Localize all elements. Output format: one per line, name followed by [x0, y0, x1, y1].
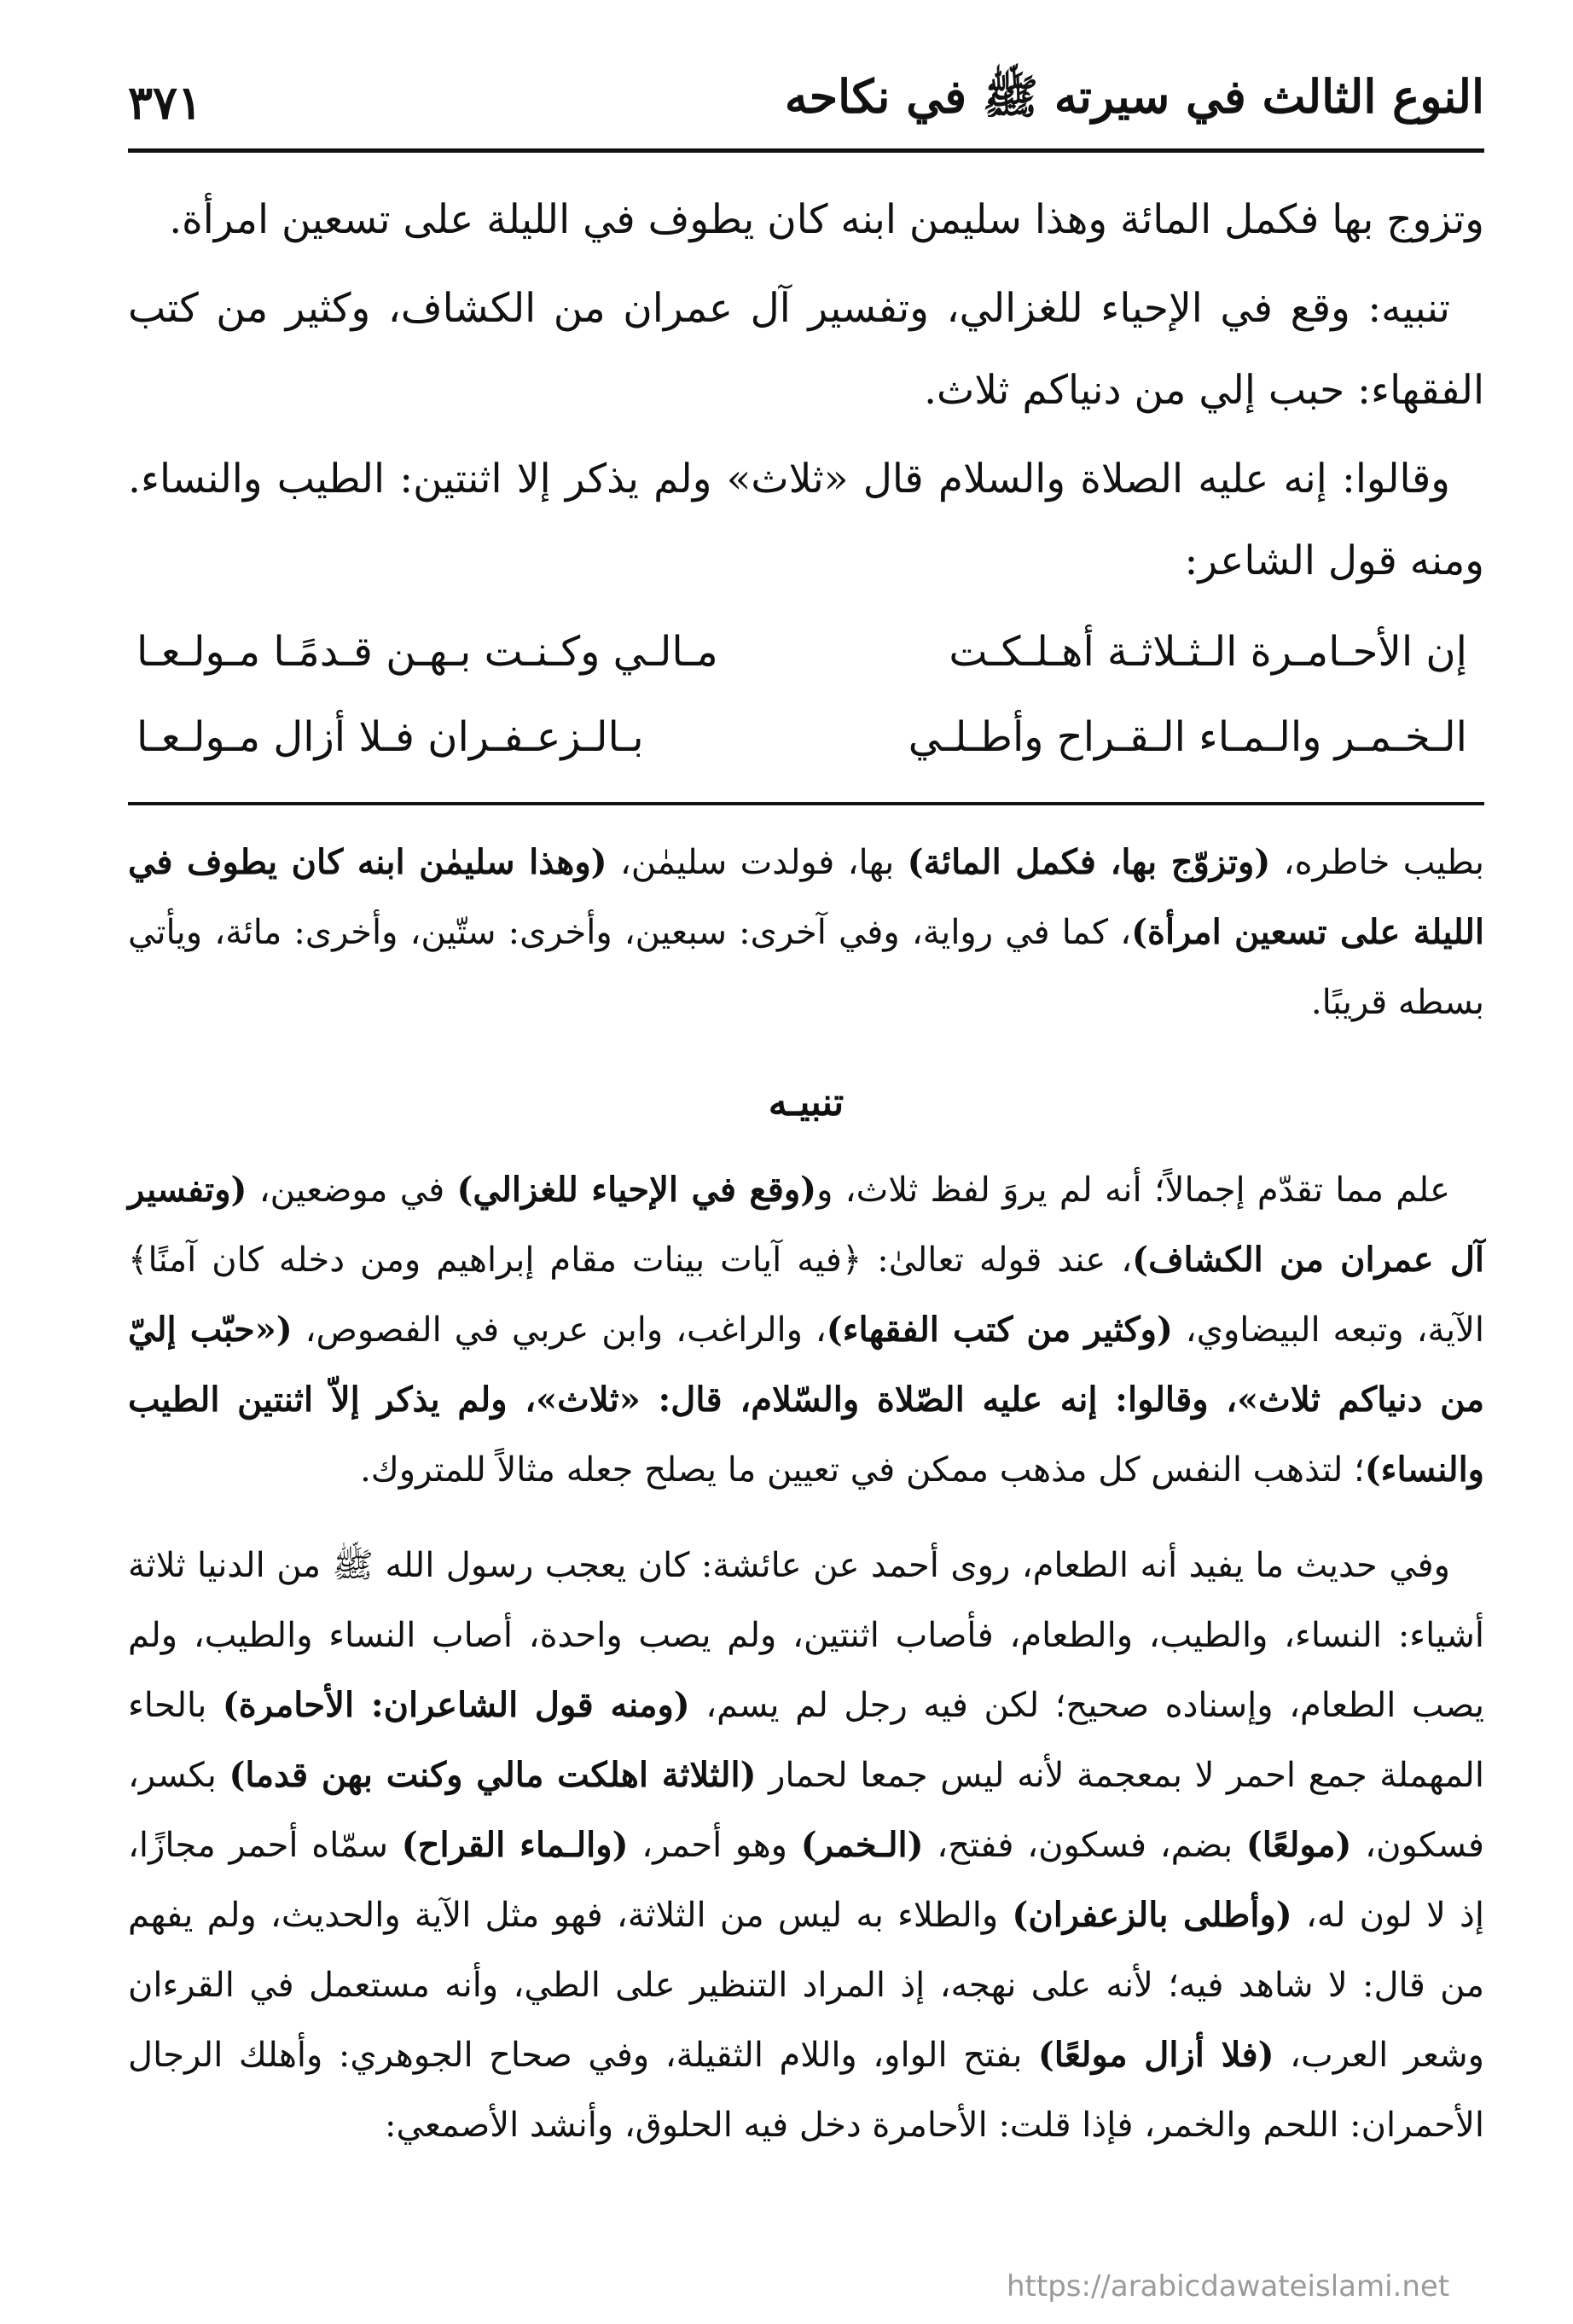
page-header	[128, 60, 1484, 145]
commentary-paragraph-3	[128, 1531, 1484, 2160]
verse-1-second-hemistich: مـالـي وكـنـت بـهـن قـدمًـا مـولـعـا	[136, 628, 718, 676]
text-run: بها، فولدت سليمٰن،	[607, 843, 908, 882]
main-text	[128, 179, 1484, 780]
matn-paragraph-1: وتزوج بها فكمل المائة وهذا سليمن ابنه كان يطوف في الليلة على تسعين امرأة.	[169, 196, 1484, 243]
bold-quoted-run: (الـخمر)	[800, 1825, 924, 1865]
text-run: ، عند قوله تعالىٰ: ﴿فيه آيات بينات مقام إبراهيم ومن دخله كان آمنًا﴾ الآية، وتبعه البيضاوي،	[128, 1240, 1485, 1350]
bold-quoted-run: (ومنه قول الشاعران: الأحامرة)	[222, 1685, 690, 1725]
header-rule	[128, 148, 1484, 153]
bold-quoted-run: (فلا أزال مولعًا)	[1037, 2035, 1274, 2075]
bold-quoted-run: (وكثير من كتب الفقهاء)	[826, 1310, 1173, 1350]
bold-quoted-run: (الثلاثة اهلكت مالي وكنت بهن قدما)	[229, 1755, 757, 1795]
text-run: بفتح الواو، واللام الثقيلة، وفي صحاح الجوهري: وأهلك الرجال الأحمران: اللحم والخمر، فإذا قلت: الأحامرة دخل فيه الحلوق، وأنشد الأصمعي:	[128, 2036, 1484, 2145]
bold-quoted-run: (وقع في الإحياء للغزالي)	[456, 1170, 817, 1210]
poem-verse-1	[128, 609, 1484, 694]
book-page	[128, 60, 1484, 2244]
site-watermark: https://arabicdawateislami.net	[1007, 2269, 1450, 2304]
section-heading: تنبيـه	[768, 1081, 845, 1124]
bold-quoted-run: (وتزوّج بها، فكمل المائة)	[907, 842, 1271, 882]
text-run: في موضعين،	[247, 1171, 457, 1210]
bold-quoted-run: (والـماء القراح)	[401, 1825, 629, 1865]
text-run: ، كما في رواية، وفي آخرى: سبعين، وأخرى: ستّين، وأخرى: مائة، ويأتي بسطه قريبًا.	[128, 913, 1484, 1022]
text-run: بالحاء المهملة جمع احمر لا بمعجمة لأنه ليس جمعا لحمار	[128, 1686, 1484, 1795]
matn-paragraph-2: تنبيه: وقع في الإحياء للغزالي، وتفسير آل عمران من الكشاف، وكثير من كتب الفقهاء: حبب إلي من دنياكم ثلاث.	[128, 285, 1484, 414]
bold-quoted-run: («حبّب إليّ من دنياكم ثلاث»، وقالوا: إنه عليه الصّلاة والسّلام، قال: «ثلاث»، ولم يذكر إلاّ اثنتين الطيب والنساء)	[128, 1310, 1484, 1490]
text-run: وفي حديث ما يفيد أنه الطعام، روى أحمد عن عائشة: كان يعجب رسول الله ﷺ من الدنيا ثلاثة أشياء: النساء، والطيب، والطعام، فأصاب اثنتين، ولم يصب واحدة، أصاب النساء والطيب، ولم يصب الطعام، وإسناده صحيح؛ لكن فيه رجل لم يسم،	[128, 1546, 1485, 1725]
bold-quoted-run: (مولعًا)	[1245, 1825, 1352, 1865]
commentary-text	[128, 828, 1484, 2160]
paragraph-gap	[128, 1505, 1484, 1531]
commentary-paragraph-2	[128, 1155, 1484, 1505]
text-run: وهو أحمر،	[628, 1826, 801, 1865]
bold-quoted-run: (وهذا سليمٰن ابنه كان يطوف في الليلة على تسعين امرأة)	[128, 842, 1485, 952]
text-commentary-divider	[128, 802, 1484, 805]
running-title: النوع الثالث في سيرته ﷺ في نكاحه	[784, 69, 1484, 124]
page-number: ٣٧١	[128, 75, 203, 130]
poem-verse-2	[128, 694, 1484, 780]
verse-1-first-hemistich: إن الأحـامـرة الـثـلاثـة أهـلـكـت	[949, 628, 1467, 676]
text-run: ؛ لتذهب النفس كل مذهب ممكن في تعيين ما يصلح جعله مثالاً للمتروك.	[360, 1450, 1365, 1490]
commentary-paragraph-1	[128, 828, 1484, 1037]
bold-quoted-run: (وأطلى بالزعفران)	[1012, 1895, 1292, 1935]
matn-paragraph-3: وقالوا: إنه عليه الصلاة والسلام قال «ثلاث» ولم يذكر إلا اثنتين: الطيب والنساء. ومنه قول الشاعر:	[128, 456, 1484, 584]
verse-2-second-hemistich: بـالـزعـفـران فـلا أزال مـولـعـا	[136, 713, 644, 761]
bold-quoted-run: (وتفسير آل عمران من الكشاف)	[128, 1170, 1484, 1280]
verse-2-first-hemistich: الـخـمـر والـمـاء الـقـراح وأطـلـي	[908, 713, 1467, 761]
text-run: والطلاء به ليس من الثلاثة، فهو مثل الآية والحديث، ولم يفهم من قال: لا شاهد فيه؛ لأنه على نهجه، إذ المراد التنظير على الطي، وأنه مستعمل في القرءان وشعر العرب،	[128, 1896, 1484, 2075]
text-run: بكسر، فسكون،	[128, 1756, 1484, 1865]
text-run: علم مما تقدّم إجمالاً؛ أنه لم يروَ لفظ ثلاث، و	[816, 1171, 1450, 1210]
text-run: ، والراغب، وابن عربي في الفصوص،	[292, 1310, 827, 1350]
text-run: سمّاه أحمر مجازًا، إذ لا لون له،	[128, 1826, 1484, 1935]
text-run: بطيب خاطره،	[1270, 843, 1484, 882]
text-run: بضم، فسكون، ففتح،	[923, 1826, 1246, 1865]
